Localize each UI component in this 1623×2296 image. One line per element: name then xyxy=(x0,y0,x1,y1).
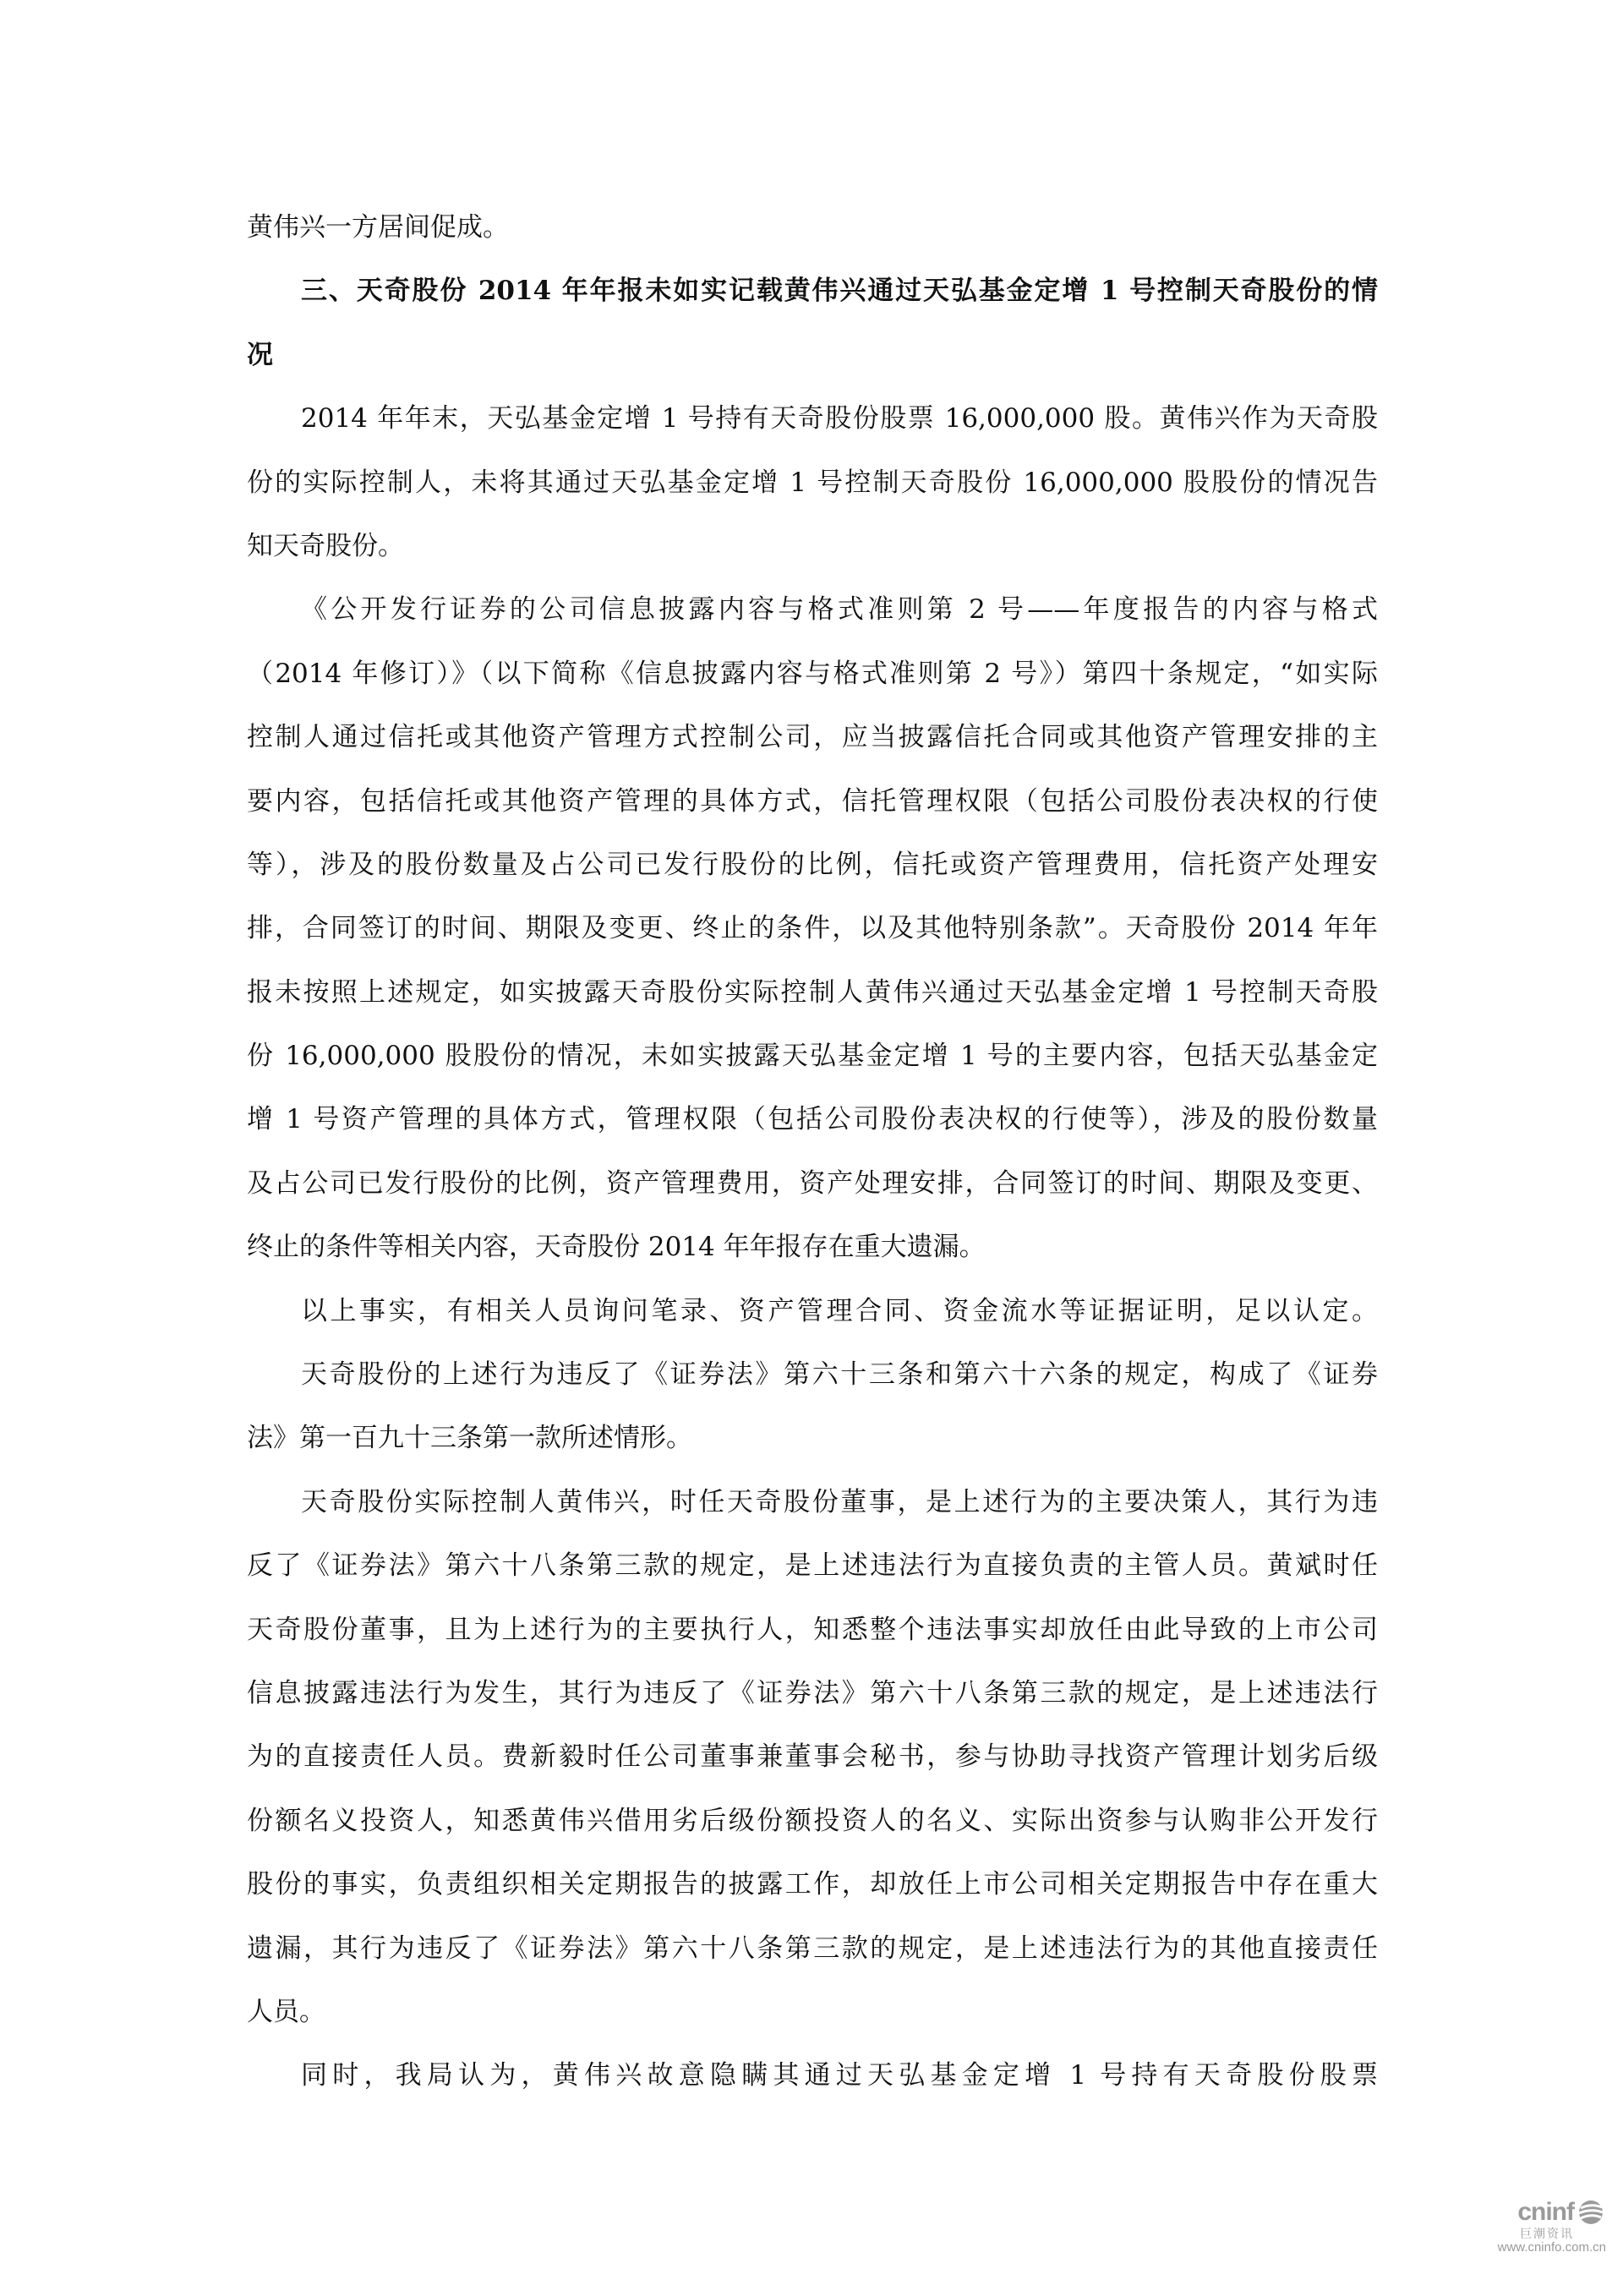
paragraph-line: 信息披露违法行为发生，其行为违反了《证券法》第六十八条第三款的规定，是上述违法行 xyxy=(247,1677,1378,1708)
paragraph-line: 黄伟兴一方居间促成。 xyxy=(247,212,509,243)
paragraph-line: 法》第一百九十三条第一款所述情形。 xyxy=(247,1423,692,1454)
paragraph-line: 份额名义投资人，知悉黄伟兴借用劣后级份额投资人的名义、实际出资参与认购非公开发行 xyxy=(247,1805,1378,1836)
paragraph-line: 份 16,000,000 股股份的情况，未如实披露天弘基金定增 1 号的主要内容，包括天弘基金定 xyxy=(247,1041,1378,1072)
paragraph-line: 增 1 号资产管理的具体方式，管理权限（包括公司股份表决权的行使等），涉及的股份数量 xyxy=(247,1104,1378,1135)
paragraph-line: 2014 年年末，天弘基金定增 1 号持有天奇股份股票 16,000,000 股。黄伟兴作为天奇股 xyxy=(301,403,1378,435)
paragraph-line: 及占公司已发行股份的比例，资产管理费用，资产处理安排，合同签订的时间、期限及变更、 xyxy=(247,1167,1378,1199)
paragraph-line: 知天奇股份。 xyxy=(247,530,404,561)
paragraph-line: 等），涉及的股份数量及占公司已发行股份的比例，信托或资产管理费用，信托资产处理安 xyxy=(247,849,1378,880)
cninfo-watermark xyxy=(1462,2198,1606,2274)
paragraph-line: 反了《证券法》第六十八条第三款的规定，是上述违法行为直接负责的主管人员。黄斌时任 xyxy=(247,1550,1378,1582)
paragraph-line: 人员。 xyxy=(247,1996,325,2027)
paragraph-line: 《公开发行证券的公司信息披露内容与格式准则第 2 号——年度报告的内容与格式 xyxy=(301,594,1378,626)
paragraph-line: 终止的条件等相关内容，天奇股份 2014 年年报存在重大遗漏。 xyxy=(247,1232,986,1263)
watermark-url: www.cninfo.com.cn xyxy=(1497,2240,1606,2255)
paragraph-line: 为的直接责任人员。费新毅时任公司董事兼董事会秘书，参与协助寻找资产管理计划劣后级 xyxy=(247,1741,1378,1773)
paragraph-line: 以上事实，有相关人员询问笔录、资产管理合同、资金流水等证据证明，足以认定。 xyxy=(301,1295,1378,1326)
paragraph-line: 份的实际控制人，未将其通过天弘基金定增 1 号控制天奇股份 16,000,000 股股份的情况告 xyxy=(247,467,1378,498)
section-heading-line: 况 xyxy=(247,339,273,370)
paragraph-line: 要内容，包括信托或其他资产管理的具体方式，信托管理权限（包括公司股份表决权的行使 xyxy=(247,785,1378,817)
paragraph-line: 报未按照上述规定，如实披露天奇股份实际控制人黄伟兴通过天弘基金定增 1 号控制天奇股 xyxy=(247,976,1378,1008)
cninfo-swirl-logo-icon xyxy=(1576,2199,1606,2226)
paragraph-line: 控制人通过信托或其他资产管理方式控制公司，应当披露信托合同或其他资产管理安排的主 xyxy=(247,722,1378,753)
watermark-brand: cninf xyxy=(1517,2198,1574,2226)
paragraph-line: （2014 年修订）》（以下简称《信息披露内容与格式准则第 2 号》）第四十条规定，“如实际 xyxy=(247,658,1378,689)
document-body xyxy=(247,196,1378,2108)
paragraph-line: 遗漏，其行为违反了《证券法》第六十八条第三款的规定，是上述违法行为的其他直接责任 xyxy=(247,1932,1378,1964)
paragraph-line: 排，合同签订的时间、期限及变更、终止的条件，以及其他特别条款”。天奇股份 2014 年年 xyxy=(247,913,1378,944)
paragraph-line: 同时，我局认为，黄伟兴故意隐瞒其通过天弘基金定增 1 号持有天奇股份股票 xyxy=(301,2060,1378,2091)
watermark-chinese-name: 巨潮资讯 xyxy=(1520,2227,1574,2240)
watermark-brand-row xyxy=(1462,2198,1606,2227)
paragraph-line: 股份的事实，负责组织相关定期报告的披露工作，却放任上市公司相关定期报告中存在重大 xyxy=(247,1869,1378,1900)
paragraph-line: 天奇股份董事，且为上述行为的主要执行人，知悉整个违法事实却放任由此导致的上市公司 xyxy=(247,1614,1378,1645)
paragraph-line: 天奇股份的上述行为违反了《证券法》第六十三条和第六十六条的规定，构成了《证券 xyxy=(301,1359,1378,1391)
section-heading-line: 三、天奇股份 2014 年年报未如实记载黄伟兴通过天弘基金定增 1 号控制天奇股份的情 xyxy=(301,276,1378,307)
paragraph-line: 天奇股份实际控制人黄伟兴，时任天奇股份董事，是上述行为的主要决策人，其行为违 xyxy=(301,1486,1378,1517)
